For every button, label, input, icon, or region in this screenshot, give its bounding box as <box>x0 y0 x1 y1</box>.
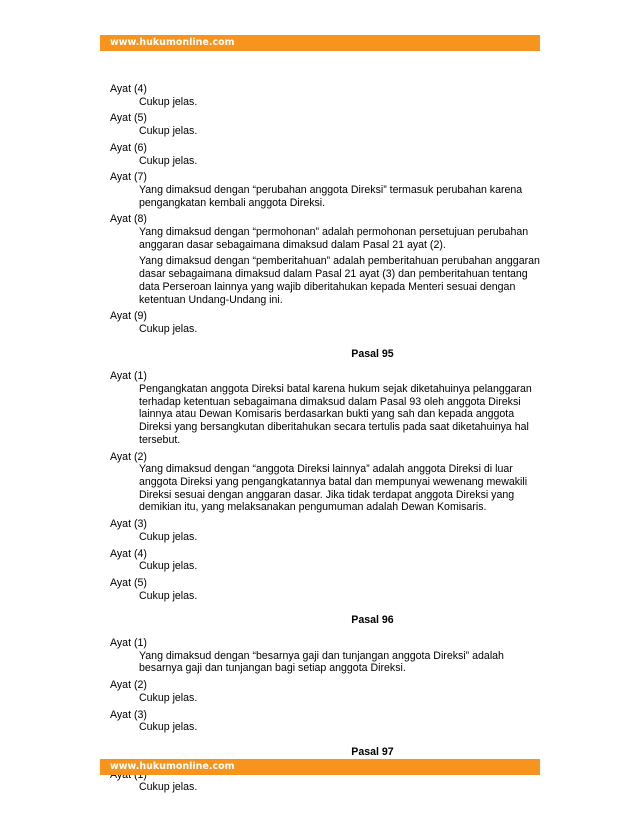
ayat-heading: Ayat (2) <box>110 679 147 692</box>
paragraph: Yang dimaksud dengan “anggota Direksi lainnya” adalah anggota Direksi di luar anggota Direksi yang pengangkatannya batal dan mempunyai wewenang mewakili Direksi sesuai dengan anggaran dasar. Jika tidak terdapat anggota Direksi yang demikian itu, yang melaksanakan pengumuman adalah Dewan Komisaris. <box>139 463 528 514</box>
document-body <box>110 83 540 798</box>
pasal-heading: Pasal 97 <box>351 745 394 758</box>
paragraph: Yang dimaksud dengan “pemberitahuan” adalah pemberitahuan perubahan anggaran dasar sebagaimana dimaksud dalam Pasal 21 ayat (3) dan pemberitahuan tentang data Perseroan lainnya yang wajib diberitahukan kepada Menteri sesuai dengan ketentuan Undang-Undang ini. <box>139 255 540 306</box>
paragraph: Cukup jelas. <box>139 560 198 573</box>
paragraph: Cukup jelas. <box>139 125 198 138</box>
paragraph: Cukup jelas. <box>139 781 198 794</box>
paragraph: Cukup jelas. <box>139 589 198 602</box>
footer-bar <box>100 759 540 775</box>
ayat-heading: Ayat (6) <box>110 141 147 154</box>
paragraph: Yang dimaksud dengan “besarnya gaji dan tunjangan anggota Direksi” adalah besarnya gaji dan tunjangan bagi setiap anggota Direksi. <box>139 649 504 675</box>
ayat-heading: Ayat (1) <box>110 370 147 383</box>
paragraph: Yang dimaksud dengan “permohonan” adalah permohonan persetujuan perubahan anggaran dasar sebagaimana dimaksud dalam Pasal 21 ayat (2). <box>139 226 529 251</box>
ayat-heading: Ayat (5) <box>110 576 147 589</box>
paragraph: Cukup jelas. <box>139 154 198 167</box>
ayat-heading: Ayat (1) <box>110 637 147 650</box>
ayat-heading: Ayat (3) <box>110 708 147 721</box>
paragraph: Cukup jelas. <box>139 322 198 335</box>
paragraph: Cukup jelas. <box>139 691 198 704</box>
paragraph: Cukup jelas. <box>139 530 198 543</box>
ayat-heading: Ayat (9) <box>110 310 147 323</box>
paragraph: Cukup jelas. <box>139 95 198 108</box>
paragraph: Cukup jelas. <box>139 721 198 734</box>
pasal-heading: Pasal 96 <box>351 614 394 627</box>
ayat-heading: Ayat (4) <box>110 83 147 95</box>
ayat-heading: Ayat (5) <box>110 112 147 125</box>
ayat-heading: Ayat (8) <box>110 213 147 226</box>
ayat-heading: Ayat (2) <box>110 450 147 463</box>
ayat-heading: Ayat (4) <box>110 547 147 560</box>
header-bar <box>100 35 540 51</box>
ayat-heading: Ayat (7) <box>110 171 147 184</box>
pasal-heading: Pasal 95 <box>351 347 394 360</box>
footer-site-link[interactable]: www.hukumonline.com <box>110 761 235 772</box>
header-site-link[interactable]: www.hukumonline.com <box>110 37 235 48</box>
ayat-heading: Ayat (3) <box>110 518 147 531</box>
paragraph: Pengangkatan anggota Direksi batal karena hukum sejak diketahuinya pelanggaran terhadap ketentuan sebagaimana dimaksud dalam Pasal 93 oleh anggota Direksi lainnya atau Dewan Komisaris berdasarkan bukti yang sah dan kepada anggota Direksi yang bersangkutan diberitahukan secara tertulis pada saat diketahuinya hal tersebut. <box>139 383 532 446</box>
paragraph: Yang dimaksud dengan “perubahan anggota Direksi” termasuk perubahan karena pengangkatan kembali anggota Direksi. <box>139 183 523 209</box>
